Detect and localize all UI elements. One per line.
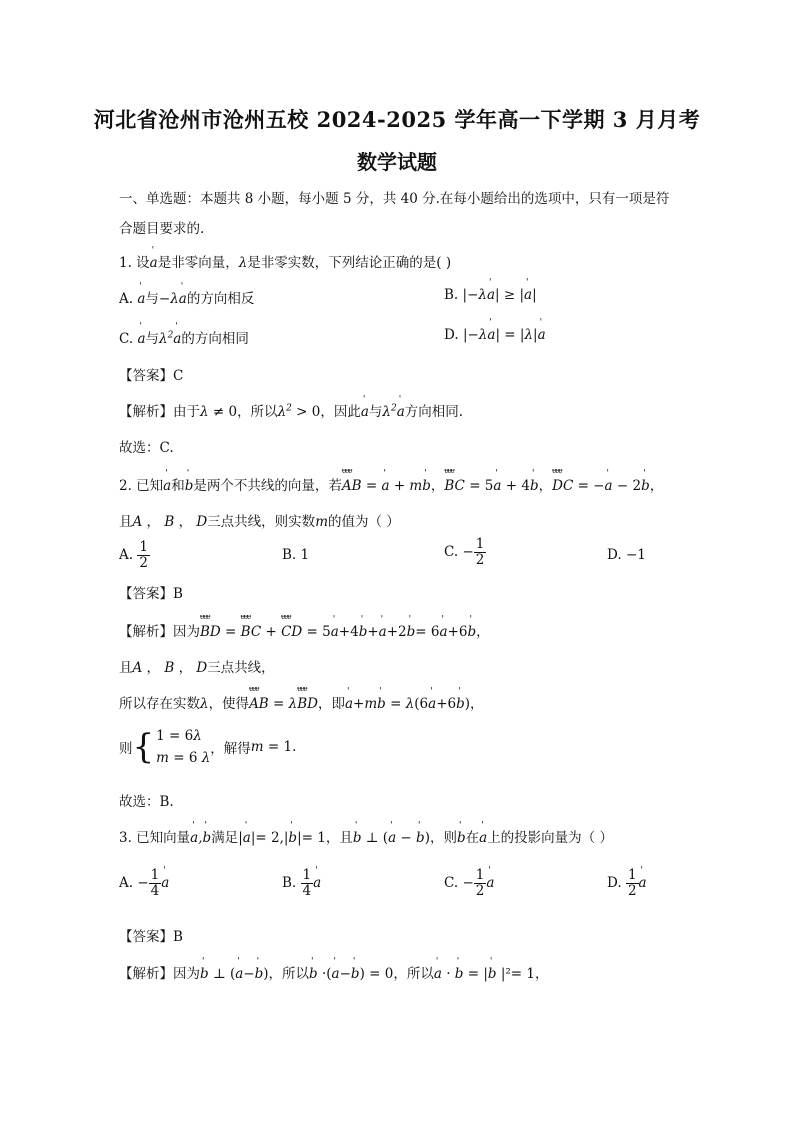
question-2-choose: 故选：B. [119,794,174,810]
section-heading: 一、单选题：本题共 8 小题，每小题 5 分，共 40 分.在每小题给出的选项中，只有一项是符 [119,191,670,207]
question-2-stem: 2. 已知' a和' b是两个不共线的向量，若ᵾᵾᵾ AB = ' a + m' b，ᵾᵾᵾ BC = 5' a + 4' b，ᵾᵾᵾ DC = −' a − 2' b， [119,474,663,494]
question-2-stem-cont: 且A ， B ， D三点共线，则实数m的值为（ ） [119,514,400,530]
question-1-stem: 1. 设' a是非零向量，λ是非零实数，下列结论正确的是( ) [119,251,451,271]
question-3-option-c: C. − $\frac{1}{2}$ ' a [444,868,494,899]
question-2-option-d: D. −1 [607,547,646,563]
page-title: 河北省沧州市沧州五校 2024-2025 学年高一下学期 3 月月考 [93,107,701,132]
question-2-option-b: B. 1 [282,547,310,563]
question-1-option-c: C. ' a与$\lambda^2'$ a的方向相同 [119,327,249,347]
question-3-answer: 【答案】B [119,929,183,945]
question-2-analysis-2: 且A ， B ， D三点共线， [119,660,275,676]
question-2-option-c: C. − $\frac{1}{2}$ [444,536,485,568]
question-3-option-d: D. $\frac{1}{2}$ ' a [607,868,647,899]
question-1-option-a: A. ' a与−λ' a的方向相反 [119,287,254,307]
question-1-option-b: B. |−λ' a| ≥ |' a| [444,287,537,303]
question-2-analysis-4: 则{ 1 = 6λ m = 6 λ ，解得m = 1. [119,727,297,767]
question-3-stem: 3. 已知向量' a,' b满足|' a|= 2,|' b|= 1，且' b ⊥ (' a − ' b)，则' b在' a上的投影向量为（ ） [119,826,613,846]
question-1-answer: 【答案】C [119,368,184,384]
page-subtitle: 数学试题 [357,150,437,174]
section-heading-cont: 合题目要求的. [119,221,205,237]
question-3-option-a: A. − $\frac{1}{4}$ ' a [119,868,169,899]
question-2-option-a: A. $\frac{1}{2}$ [119,539,148,571]
question-2-answer: 【答案】B [119,586,183,602]
question-3-analysis: 【解析】因为' b ⊥ (' a−' b)，所以' b ·(' a−' b) = 0，所以' a · ' b = |' b |²= 1， [119,962,549,982]
question-2-analysis-1: 【解析】因为ᵾᵾᵾ BD = ᵾᵾᵾ BC + ᵾᵾᵾ CD = 5' a+4' b+' a+2' b= 6' a+6' b， [119,620,490,640]
question-1-option-d: D. |−λ' a| = |λ|' a [444,327,546,343]
question-1-choose: 故选：C. [119,440,174,456]
question-2-analysis-3: 所以存在实数λ，使得ᵾᵾᵾ AB = λᵾᵾᵾ BD，即' a+m' b = λ(6' a+6' b)， [119,692,484,712]
question-1-analysis: 【解析】由于λ ≠ 0，所以$\lambda^2 > 0$，因此' a与$\lambda^2'$ a方向相同. [119,400,463,420]
question-3-option-b: B. $\frac{1}{4}$ ' a [282,868,321,899]
